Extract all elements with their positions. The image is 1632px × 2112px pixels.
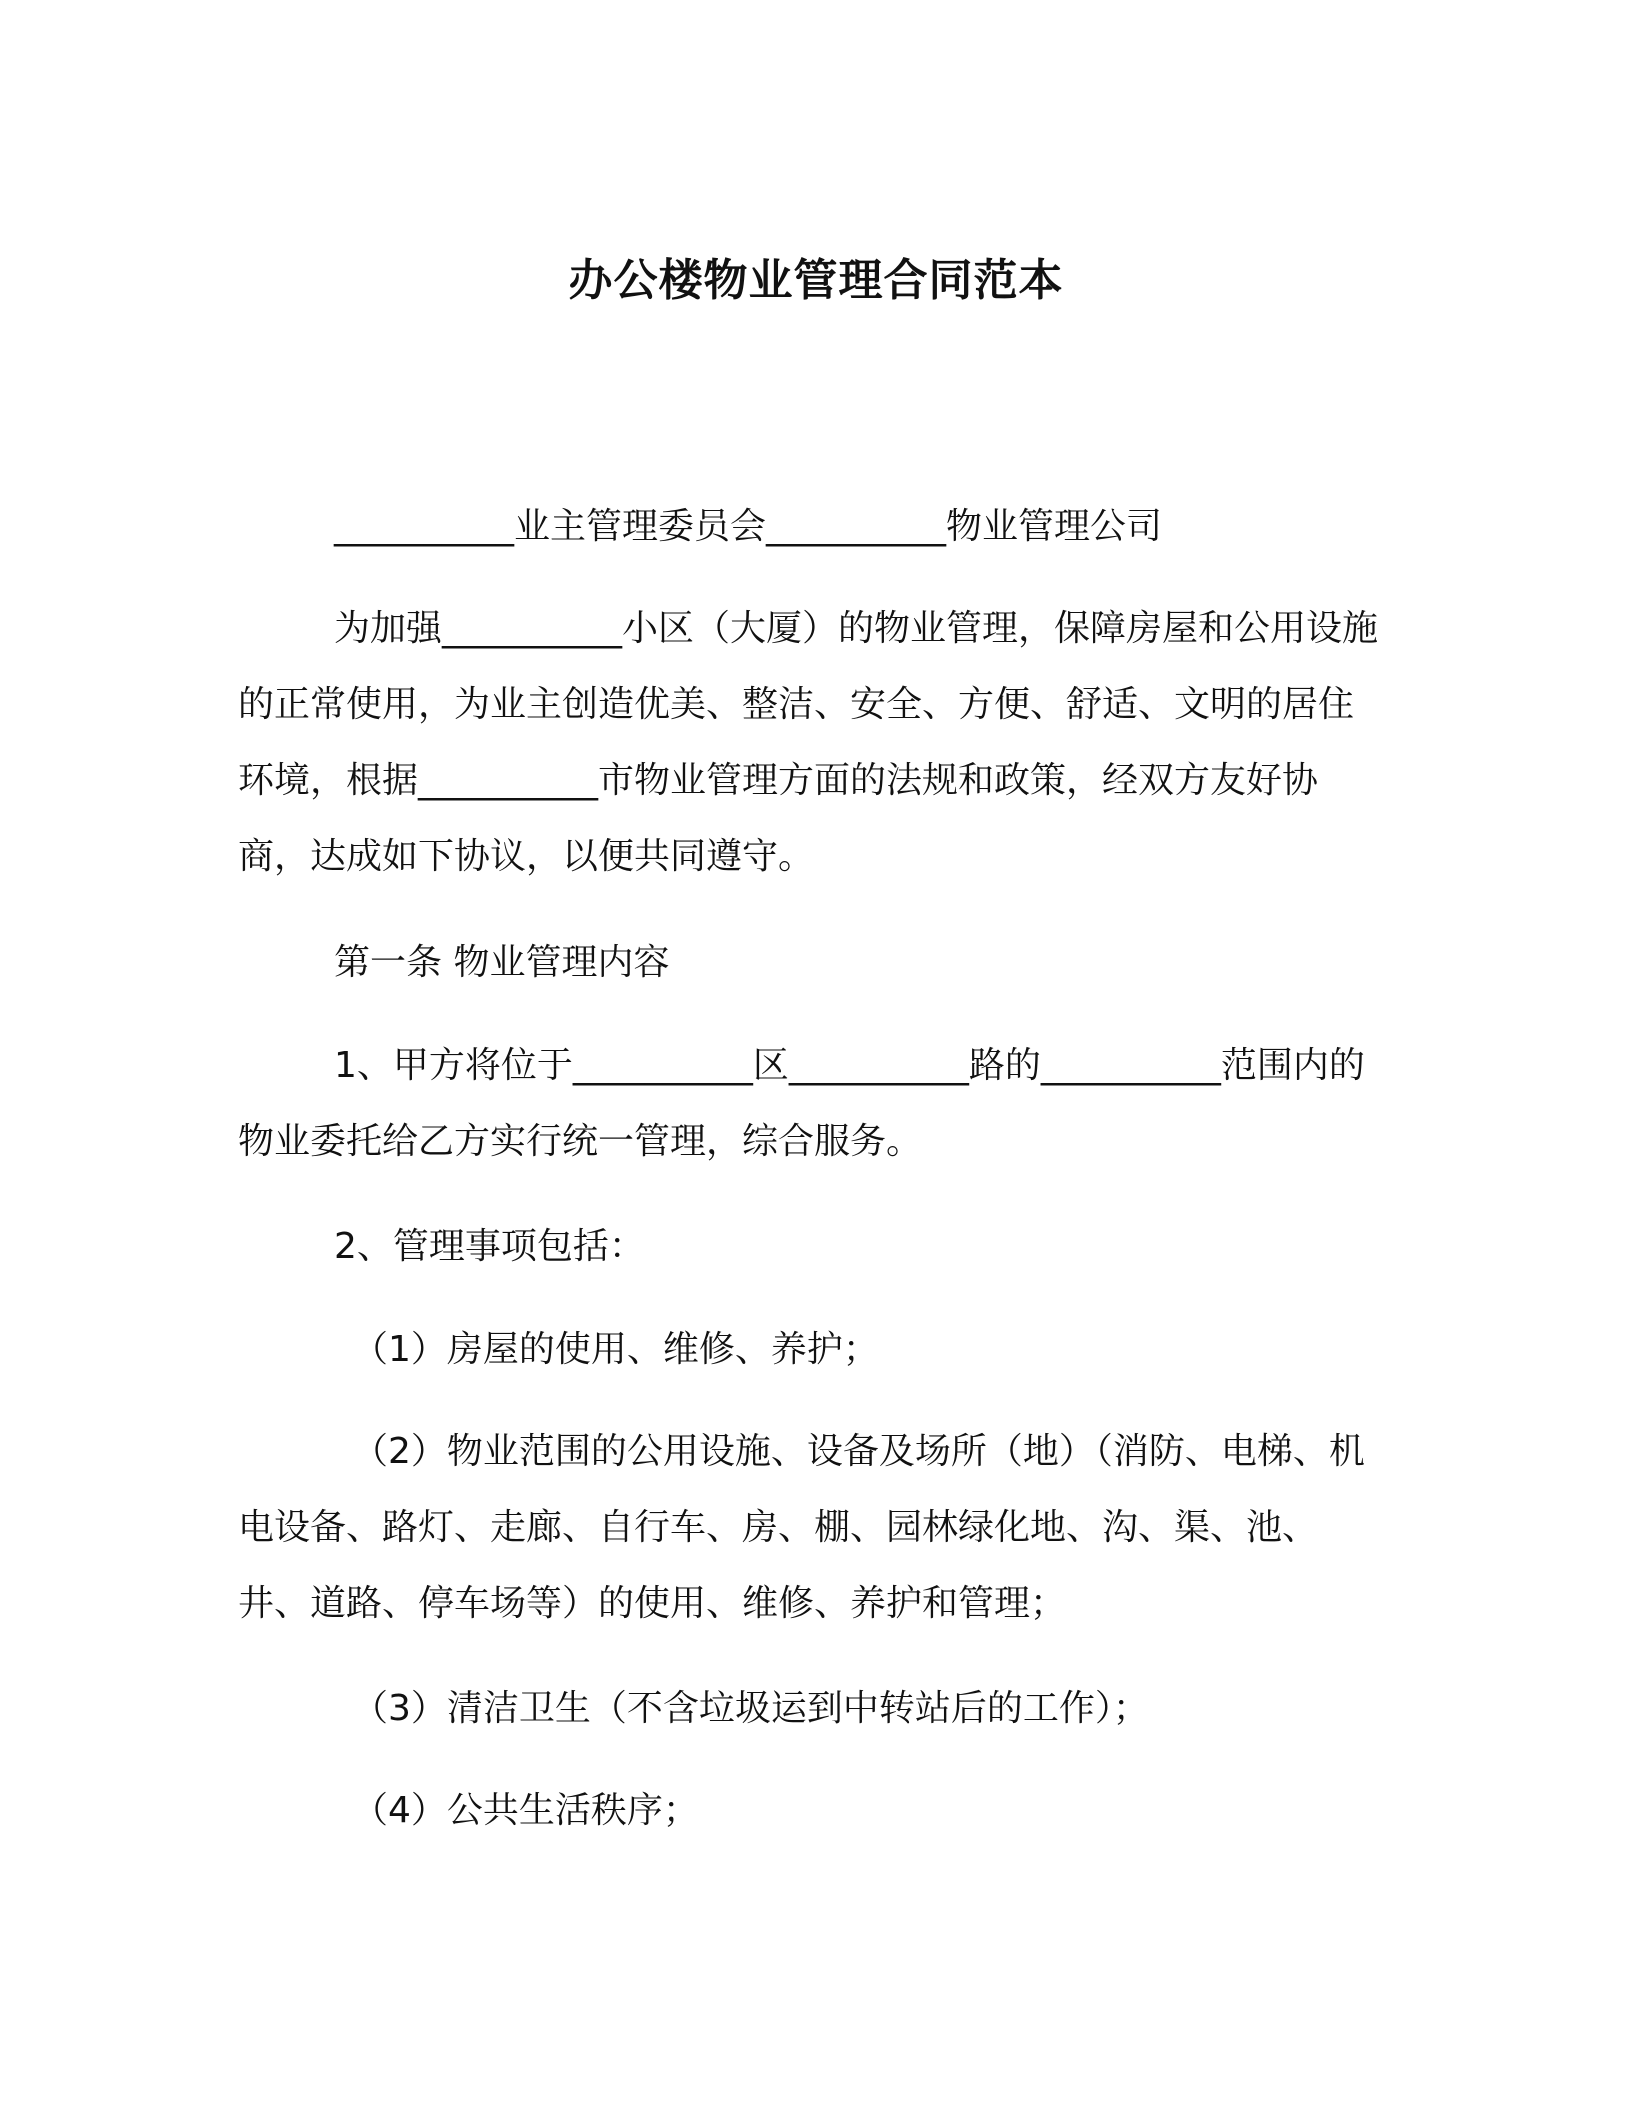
item-4: （4）公共生活秩序；: [352, 1790, 699, 1831]
item-2: （2）物业范围的公用设施、设备及场所（地）（消防、电梯、机电设备、路灯、走廊、自行车、房、棚、园林绿化地、沟、渠、池、井、道路、停车场等）的使用、维修、养护和管理；: [238, 1431, 1365, 1624]
clause-1: 1、甲方将位于__________区__________路的__________范围内的物业委托给乙方实行统一管理，综合服务。: [238, 1045, 1365, 1162]
preamble-paragraph: 为加强__________小区（大厦）的物业管理，保障房屋和公用设施的正常使用，为业主创造优美、整洁、安全、方便、舒适、文明的居住环境，根据__________市物业管理方面的法规和政策，经双方友好协商，达成如下协议，以便共同遵守。: [238, 608, 1379, 877]
item-1: （1）房屋的使用、维修、养护；: [352, 1329, 879, 1370]
item-3: （3）清洁卫生（不含垃圾运到中转站后的工作）；: [352, 1688, 1149, 1729]
page-title: 办公楼物业管理合同范本: [568, 255, 1064, 307]
clause-2: 2、管理事项包括：: [334, 1226, 645, 1267]
article-1-heading: 第一条 物业管理内容: [334, 942, 670, 983]
parties-line: __________业主管理委员会__________物业管理公司: [334, 506, 1163, 547]
